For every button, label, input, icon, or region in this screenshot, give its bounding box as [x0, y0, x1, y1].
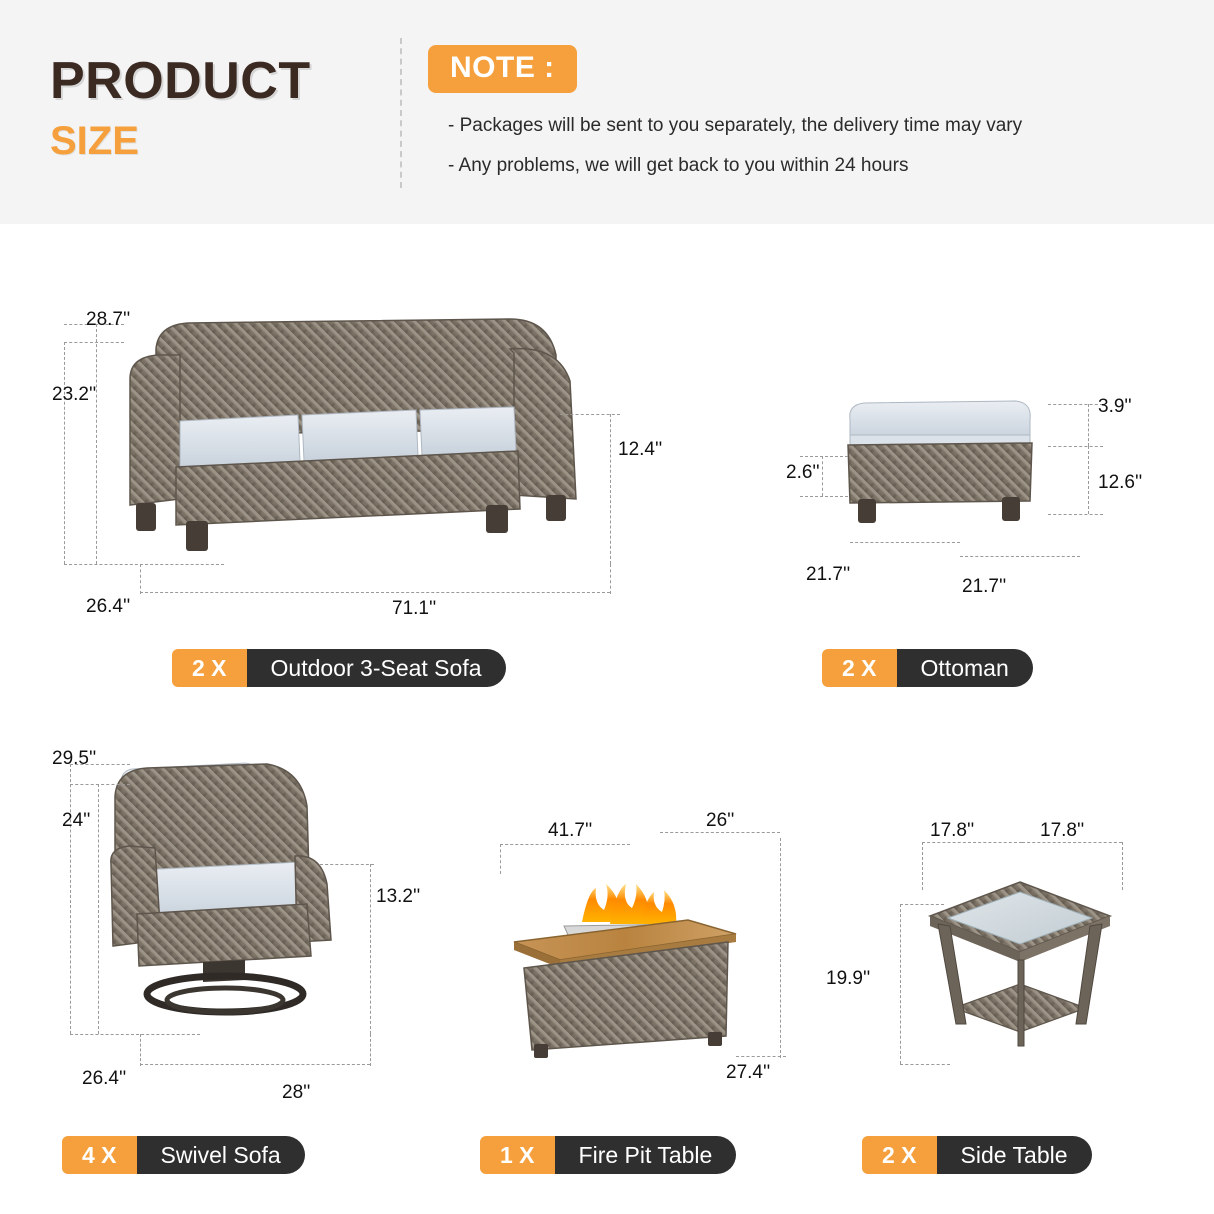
- label-sofa: [172, 649, 506, 687]
- sidetable-guide-h3: [900, 904, 944, 905]
- title-size: SIZE: [50, 119, 139, 163]
- dim-swivel-depth: 26.4'': [82, 1068, 127, 1089]
- ottoman-guide-h4: [800, 456, 848, 457]
- ottoman-illustration: [830, 389, 1050, 549]
- sidetable-guide-h4: [900, 1064, 950, 1065]
- sidetable-guide-h1: [922, 842, 1022, 843]
- ottoman-guide-h7: [960, 556, 1080, 557]
- sofa-illustration: [110, 309, 630, 599]
- swivel-guide-h3: [70, 1034, 200, 1035]
- note-line-2: - Any problems, we will get back to you within 24 hours: [448, 155, 909, 176]
- ottoman-guide-h2: [1048, 446, 1103, 447]
- label-ottoman-qty: 2 X: [822, 649, 897, 687]
- firepit-illustration: [490, 864, 750, 1064]
- sofa-guide-v5: [610, 564, 611, 594]
- swivel-guide-v2: [98, 784, 99, 1034]
- label-swivel-qty: 4 X: [62, 1136, 137, 1174]
- ottoman-guide-v3: [822, 456, 823, 496]
- sidetable-guide-v3: [900, 904, 901, 1064]
- label-swivel: [62, 1136, 305, 1174]
- dim-sofa-depth: 26.4'': [86, 596, 131, 617]
- ottoman-guide-h3: [1048, 514, 1103, 515]
- dim-ottoman-height: 12.6'': [1098, 472, 1143, 493]
- sofa-guide-h3: [64, 564, 224, 565]
- note-line-1: - Packages will be sent to you separately, the delivery time may vary: [448, 115, 1023, 136]
- swivel-guide-v1: [70, 764, 71, 1034]
- label-sidetable: [862, 1136, 1092, 1174]
- swivel-guide-h5: [140, 1064, 370, 1065]
- firepit-guide-h2: [660, 832, 780, 833]
- sofa-guide-v1: [96, 324, 97, 564]
- page-title: [50, 52, 380, 163]
- dim-swivel-back-height: 29.5'': [52, 748, 97, 769]
- swivel-illustration: [95, 744, 385, 1044]
- sidetable-guide-h2: [1022, 842, 1122, 843]
- swivel-guide-h2: [70, 784, 130, 785]
- label-sofa-name: Outdoor 3-Seat Sofa: [247, 649, 506, 687]
- firepit-guide-h1: [500, 844, 630, 845]
- ottoman-guide-h1: [1048, 404, 1103, 405]
- ottoman-guide-h5: [800, 496, 848, 497]
- swivel-guide-v4: [140, 1034, 141, 1066]
- firepit-guide-h3: [736, 1056, 786, 1057]
- dim-sofa-seat-height: 12.4'': [618, 439, 663, 460]
- ottoman-guide-v2: [1088, 446, 1089, 514]
- dim-swivel-width: 28'': [282, 1082, 311, 1103]
- ottoman-guide-h6: [850, 542, 960, 543]
- swivel-guide-v3: [370, 864, 371, 1034]
- swivel-guide-v5: [370, 1034, 371, 1066]
- product-size-diagram: [0, 224, 1214, 1214]
- title-product: PRODUCT: [50, 52, 311, 110]
- dim-swivel-arm-height: 24'': [62, 810, 91, 831]
- dim-sofa-arm-height: 23.2'': [52, 384, 97, 405]
- firepit-guide-v2: [780, 838, 781, 1058]
- sofa-guide-h2: [64, 342, 124, 343]
- note-badge: NOTE :: [428, 45, 577, 93]
- header-divider: [400, 38, 404, 188]
- label-ottoman: [822, 649, 1033, 687]
- label-sidetable-qty: 2 X: [862, 1136, 937, 1174]
- label-firepit: [480, 1136, 736, 1174]
- sidetable-illustration: [920, 874, 1120, 1064]
- dim-sidetable-top-left: 17.8'': [930, 820, 975, 841]
- label-firepit-name: Fire Pit Table: [555, 1136, 737, 1174]
- dim-firepit-height: 27.4'': [726, 1062, 771, 1083]
- swivel-guide-h4: [320, 864, 374, 865]
- ottoman-guide-v1: [1088, 404, 1089, 446]
- dim-ottoman-depth: 21.7'': [806, 564, 851, 585]
- sofa-guide-h4: [560, 414, 620, 415]
- dim-sofa-width: 71.1'': [392, 598, 437, 619]
- sofa-guide-v2: [64, 342, 65, 564]
- sofa-guide-v3: [610, 414, 611, 564]
- dim-ottoman-width: 21.7'': [962, 576, 1007, 597]
- sidetable-guide-v1: [922, 842, 923, 890]
- dim-swivel-seat-height: 13.2'': [376, 886, 421, 907]
- sofa-guide-v4: [140, 564, 141, 594]
- dim-sofa-back-height: 28.7'': [86, 309, 131, 330]
- header-banner: [0, 0, 1214, 224]
- dim-sidetable-top-right: 17.8'': [1040, 820, 1085, 841]
- sofa-guide-h5: [140, 592, 610, 593]
- sidetable-guide-v2: [1122, 842, 1123, 890]
- dim-firepit-length: 41.7'': [548, 820, 593, 841]
- label-ottoman-name: Ottoman: [897, 649, 1033, 687]
- label-sofa-qty: 2 X: [172, 649, 247, 687]
- firepit-guide-v1: [500, 844, 501, 874]
- dim-ottoman-cushion: 3.9'': [1098, 396, 1132, 417]
- dim-ottoman-gap: 2.6'': [786, 462, 820, 483]
- dim-firepit-width: 26'': [706, 810, 735, 831]
- label-sidetable-name: Side Table: [937, 1136, 1092, 1174]
- label-swivel-name: Swivel Sofa: [137, 1136, 305, 1174]
- dim-sidetable-height: 19.9'': [826, 968, 871, 989]
- label-firepit-qty: 1 X: [480, 1136, 555, 1174]
